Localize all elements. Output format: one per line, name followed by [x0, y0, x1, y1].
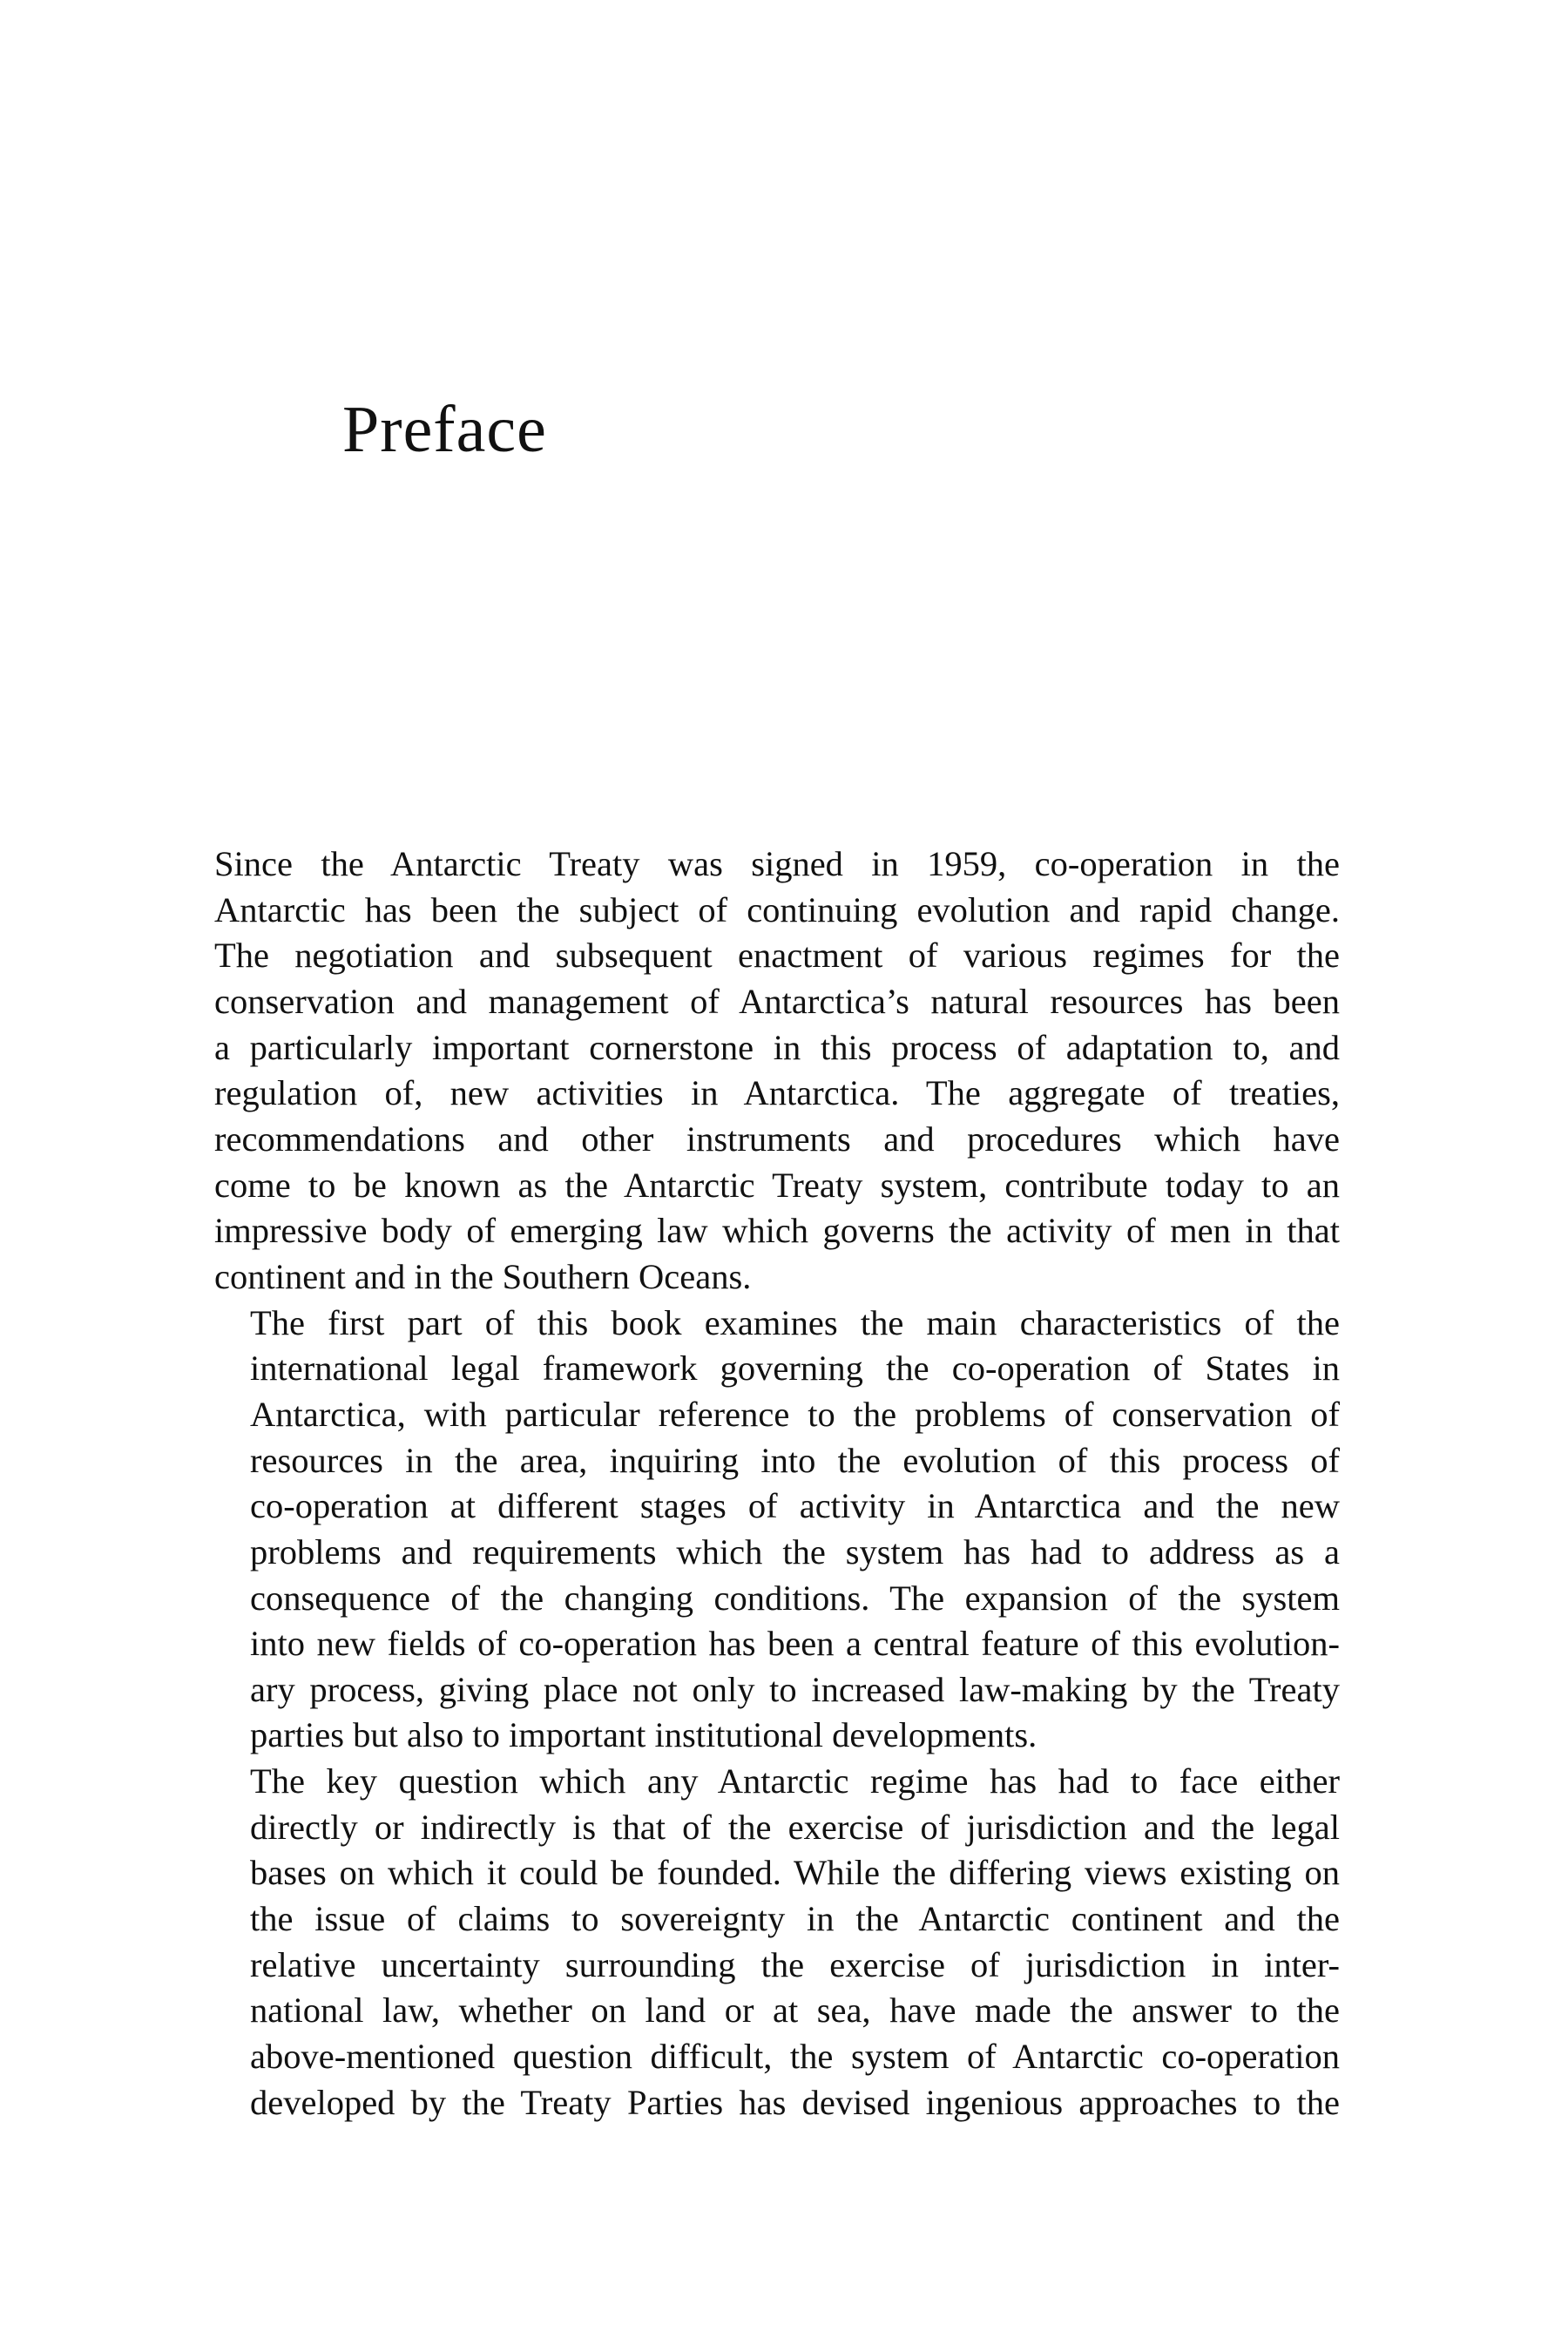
text-line: regulation of, new activities in Antarctica. The aggregate of treaties, — [214, 1073, 1340, 1113]
text-line: developed by the Treaty Parties has devised ingenious approaches to the — [250, 2082, 1340, 2122]
text-line: co-operation at different stages of activity in Antarctica and the new — [250, 1486, 1340, 1526]
body-text — [214, 841, 1340, 2126]
text-line: ary process, giving place not only to increased law-making by the Treaty — [250, 1669, 1340, 1709]
text-line: come to be known as the Antarctic Treaty system, contribute today to an — [214, 1165, 1340, 1205]
text-line: the issue of claims to sovereignty in the Antarctic continent and the — [250, 1899, 1340, 1939]
text-line: into new fields of co-operation has been a central feature of this evolution- — [250, 1624, 1340, 1664]
text-line: consequence of the changing conditions. The expansion of the system — [250, 1578, 1340, 1618]
page-title: Preface — [342, 393, 547, 466]
text-line: relative uncertainty surrounding the exercise of jurisdiction in inter- — [250, 1944, 1340, 1984]
text-line: parties but also to important institutional developments. — [250, 1715, 1037, 1755]
text-line: Since the Antarctic Treaty was signed in 1959, co-operation in the — [214, 844, 1340, 883]
text-line: conservation and management of Antarctica’s natural resources has been — [214, 981, 1340, 1021]
text-line: resources in the area, inquiring into the evolution of this process of — [250, 1440, 1340, 1480]
text-line: bases on which it could be founded. While the differing views existing on — [250, 1853, 1340, 1893]
text-line: Antarctic has been the subject of continuing evolution and rapid change. — [214, 889, 1340, 929]
text-line: continent and in the Southern Oceans. — [214, 1256, 752, 1296]
text-line: problems and requirements which the system has had to address as a — [250, 1531, 1340, 1571]
text-line: recommendations and other instruments and procedures which have — [214, 1119, 1340, 1159]
text-line: international legal framework governing the co-operation of States in — [250, 1348, 1340, 1389]
paragraph-3 — [214, 1759, 1340, 2126]
text-line: The key question which any Antarctic regime has had to face either — [250, 1761, 1340, 1801]
text-line: Antarctica, with particular reference to the problems of conservation of — [250, 1394, 1340, 1434]
paragraph-2 — [214, 1301, 1340, 1760]
paragraph-1 — [214, 841, 1340, 1301]
text-line: national law, whether on land or at sea, have made the answer to the — [250, 1990, 1340, 2031]
text-line: above-mentioned question difficult, the system of Antarctic co-operation — [250, 2037, 1340, 2077]
text-line: The first part of this book examines the main characteristics of the — [250, 1302, 1340, 1342]
text-line: The negotiation and subsequent enactment of various regimes for the — [214, 936, 1340, 976]
text-line: directly or indirectly is that of the exercise of jurisdiction and the legal — [250, 1807, 1340, 1847]
text-line: impressive body of emerging law which governs the activity of men in that — [214, 1211, 1340, 1251]
text-line: a particularly important cornerstone in this process of adaptation to, and — [214, 1027, 1340, 1067]
